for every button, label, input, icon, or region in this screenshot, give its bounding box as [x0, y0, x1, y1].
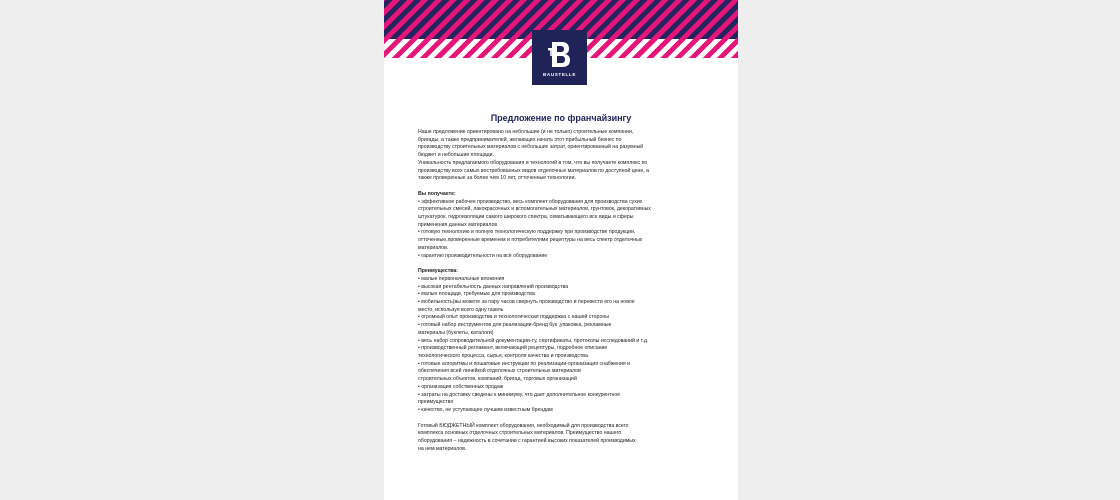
- closing-line: комплекса основных отделочных строительных материалов. Преимущество нашего: [418, 430, 622, 437]
- intro-line: производству строительных материалов с небольших затрат, ориентированный на разумный: [418, 144, 644, 151]
- receive-section: [418, 199, 708, 261]
- advantages-line: • малые площади, требуемые для производства: [418, 291, 535, 298]
- intro-section: [418, 129, 708, 183]
- advantages-line: строительных объектов, компаний, бригад, торговых организаций: [418, 376, 577, 383]
- closing-line: оборудования – надежность в сочетании с гарантией высоких показателей производимых: [418, 438, 636, 445]
- receive-heading: Вы получаете:: [418, 190, 456, 197]
- intro-line: производству всех самых востребованных видов отделочных материалов по доступной цене, а: [418, 167, 650, 174]
- advantages-line: обеспечения всей линейкой отделочных строительных материалов: [418, 368, 581, 375]
- closing-line: Готовый БЮДЖЕТНЫЙ комплект оборудования, необходимый для производства всего: [418, 422, 629, 429]
- advantages-line: преимущество: [418, 399, 454, 406]
- letter-b-crane-icon: [548, 39, 572, 69]
- advantages-line: • готовый набор инструментов для реализации-бренд бук ,упаковка, рекламные: [418, 322, 612, 329]
- advantages-line: • огромный опыт производства и технологическая поддержка с нашей стороны: [418, 314, 609, 321]
- advantages-line: • высокая рентабельность данных направлений производства: [418, 283, 569, 290]
- advantages-line: материалы (буклеты, каталоги): [418, 329, 494, 336]
- advantages-line: технологического процесса, сырья, контроля качества и производства.: [418, 352, 590, 359]
- advantages-line: • затраты на доставку сведены к минимуму, что дает дополнительное конкурентное: [418, 391, 621, 398]
- logo-wordmark: BAUSTELLE: [543, 71, 576, 77]
- advantages-line: • готовые алгоритмы и пошаговые инструкции по реализации-организация снабжения и: [418, 360, 631, 367]
- intro-line: бригады, а также предпринимателей, желающих начать этот прибыльный бизнес по: [418, 136, 622, 143]
- advantages-line: • малые первоначальные вложения: [418, 275, 505, 282]
- intro-line: Наше предложение ориентировано на небольшие (и не только) строительные компании,: [418, 129, 634, 135]
- receive-line: • готовую технологию и полную технологическую поддержку при производстве продукции,: [418, 229, 636, 236]
- receive-line: • эффективное рабочее производство, весь комплект оборудования для производства сухих: [418, 198, 643, 205]
- closing-section: [418, 423, 708, 454]
- receive-line: применения данных материалов: [418, 221, 498, 228]
- receive-line: материалов.: [418, 244, 449, 251]
- receive-line: отточенные,проверенные временем и потребителями рецептуры на весь спектр отделочных: [418, 237, 643, 244]
- closing-line: на нем материалов.: [418, 445, 467, 452]
- intro-line: также проверенные за более чем 10 лет, отточенные технологии.: [418, 175, 576, 182]
- receive-line: строительных смесей, лакокрасочных и вспомогательных материалов, грунтовок, декоративных: [418, 206, 651, 213]
- document-body: [418, 129, 708, 453]
- advantages-heading: Преимущества:: [418, 268, 458, 275]
- intro-line: Уникальность предлагаемого оборудования и технологий в том, что вы получаете комплекс по: [418, 159, 648, 166]
- advantages-line: • организация собственных продаж: [418, 383, 504, 390]
- document-title: Предложение по франчайзингу: [490, 113, 632, 123]
- advantages-line: • производственный регламент, включающий рецептуры, подробное описание: [418, 345, 608, 352]
- receive-line: штукатурок, гидроизоляции самого широкого спектра, охватывающего все виды и сферы: [418, 214, 634, 221]
- advantages-line: место, используя всего одну газель: [418, 306, 504, 313]
- intro-line: бюджет и небольшие площади.: [418, 152, 494, 159]
- advantages-line: • весь набор сопроводительной документации-ту, сертификаты, протоколы исследований и т.д.: [418, 337, 649, 344]
- advantages-section: [418, 276, 708, 415]
- document-page: [384, 0, 738, 500]
- advantages-line: • мобильность(вы можете за пару часов свернуть производство и перевести его на новое: [418, 299, 635, 306]
- baustelle-logo: [532, 30, 587, 85]
- advantages-line: • качество, не уступающее лучшим известным брендам: [418, 406, 553, 413]
- receive-line: • гарантию производительности на всё оборудование: [418, 252, 548, 259]
